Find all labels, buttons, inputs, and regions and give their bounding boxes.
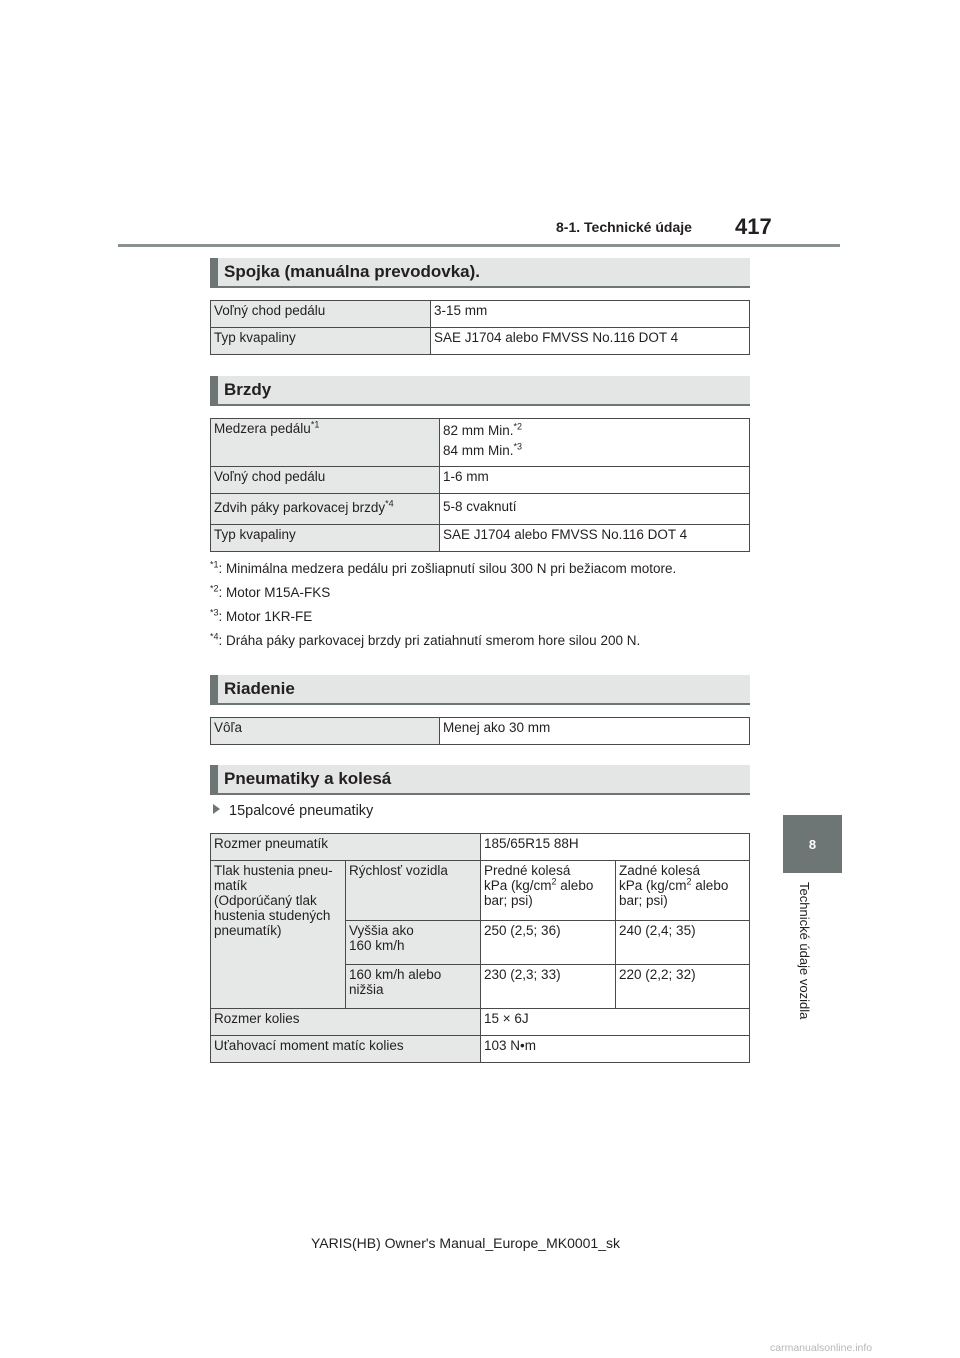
table-row [211,494,750,525]
pressure-label: Tlak hustenia pneu- matík (Odporúčaný tlak hustenia studených pneumatík) [211,861,346,1009]
tires-table [210,833,750,1063]
wheel-size-label: Rozmer kolies [211,1009,481,1036]
parking-lever-value: 5-8 cvaknutí [440,494,750,525]
speed-low-label: 160 km/h alebo nižšia [346,965,481,1009]
clutch-heading: Spojka (manuálna prevodovka). [210,258,750,288]
tire-size-subheading: 15palcové pneumatiky [213,803,373,819]
torque-value: 103 N•m [481,1036,750,1063]
footer-text: YARIS(HB) Owner's Manual_Europe_MK0001_sk [311,1235,620,1251]
triangle-bullet-icon [213,804,220,814]
chapter-number: 8 [808,836,817,852]
steering-heading: Riadenie [210,675,750,705]
clutch-fluid-label: Typ kvapaliny [211,328,431,355]
tire-size-label: Rozmer pneumatík [211,834,481,861]
brakes-table [210,418,750,552]
footnote: $^{*4}$: Dráha páky parkovacej brzdy pri zatiahnutí smerom hore silou 200 N. [210,631,641,648]
speed-header: Rýchlosť vozidla [346,861,481,921]
table-row [211,1036,750,1063]
table-row [211,328,750,355]
table-row [211,718,750,745]
watermark: carmanualsonline.info [770,1342,873,1354]
steering-table [210,717,750,745]
tire-size-value: 185/65R15 88H [481,834,750,861]
torque-label: Uťahovací moment matíc kolies [211,1036,481,1063]
brakes-heading: Brzdy [210,376,750,406]
steering-play-value: Menej ako 30 mm [440,718,750,745]
rear-wheels-header: Zadné kolesá kPa ($kg/cm^2$ alebo bar; psi) [616,861,750,921]
footnote: $^{*1}$: Minimálna medzera pedálu pri zošliapnutí silou 300 N pri bežiacom motore. [210,559,677,576]
footnote: $^{*3}$: Motor 1KR-FE [210,607,313,624]
table-row [211,525,750,552]
rear-pressure-high: 240 (2,4; 35) [616,921,750,965]
steering-play-label: Vôľa [211,718,440,745]
chapter-tab [783,815,842,873]
header-rule [118,244,840,247]
footnote: $^{*2}$: Motor M15A-FKS [210,583,331,600]
brake-fluid-label: Typ kvapaliny [211,525,440,552]
table-row [211,1009,750,1036]
table-row [211,419,750,467]
speed-high-label: Vyššia ako 160 km/h [346,921,481,965]
front-pressure-low: 230 (2,3; 33) [481,965,616,1009]
brake-free-play-value: 1-6 mm [440,467,750,494]
table-row [211,301,750,328]
parking-lever-label: Zdvih páky parkovacej brzdy$^{*4}$ [211,494,440,525]
brake-fluid-value: SAE J1704 alebo FMVSS No.116 DOT 4 [440,525,750,552]
wheel-size-value: 15 × 6J [481,1009,750,1036]
pedal-gap-value: 82 mm Min.$^{*2}$ 84 mm Min.$^{*3}$ [440,419,750,467]
tires-heading: Pneumatiky a kolesá [210,765,750,795]
clutch-free-play-value: 3-15 mm [431,301,750,328]
pedal-gap-label: Medzera pedálu$^{*1}$ [211,419,440,467]
clutch-table [210,300,750,355]
brake-free-play-label: Voľný chod pedálu [211,467,440,494]
section-title: 8-1. Technické údaje [556,219,692,235]
rear-pressure-low: 220 (2,2; 32) [616,965,750,1009]
page-number: 417 [735,214,772,239]
clutch-fluid-value: SAE J1704 alebo FMVSS No.116 DOT 4 [431,328,750,355]
front-pressure-high: 250 (2,5; 36) [481,921,616,965]
table-row [211,834,750,861]
front-wheels-header: Predné kolesá kPa ($kg/cm^2$ alebo bar; psi) [481,861,616,921]
table-row [211,861,750,921]
table-row [211,467,750,494]
clutch-free-play-label: Voľný chod pedálu [211,301,431,328]
chapter-label: Technické údaje vozidla [797,882,812,1020]
